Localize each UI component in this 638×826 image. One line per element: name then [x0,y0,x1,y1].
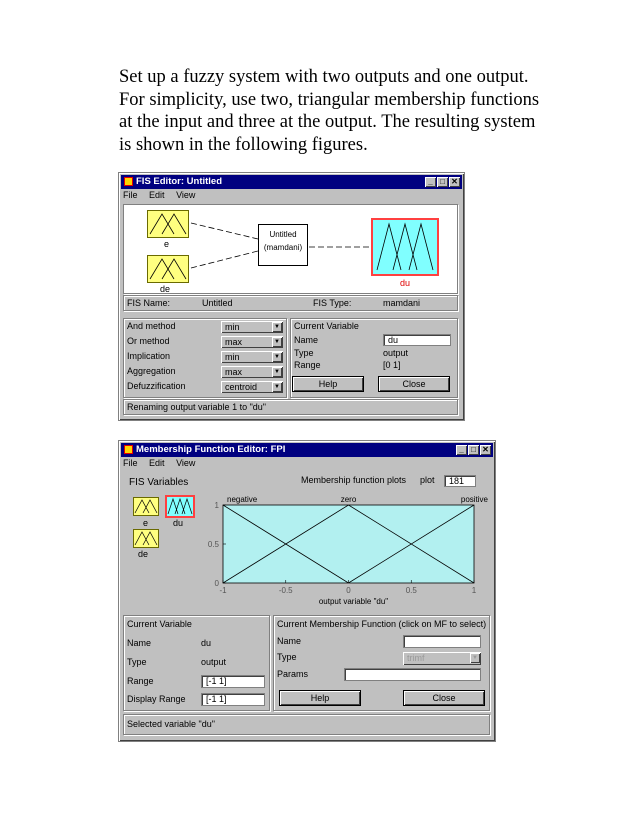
status-bar [123,714,490,735]
menu-edit[interactable]: Edit [149,458,165,468]
system-block[interactable] [258,224,308,266]
close-button[interactable]: Close [404,691,484,705]
fis-name-value: Untitled [202,298,233,308]
x-tick-label: 0.5 [405,586,417,595]
range-value: [0 1] [383,360,401,370]
mf-type-select[interactable]: trimf ▼ [403,652,481,665]
menu-bar [123,190,204,202]
implication-select[interactable]: min ▼ [221,351,283,363]
maximize-icon[interactable]: □ [437,177,448,187]
defuzzification-select[interactable]: centroid ▼ [221,381,283,393]
input-name-e: e [164,239,170,249]
intro-paragraph: Set up a fuzzy system with two outputs and one output. For simplicity, use two, triangular membership functions at the input and three at the output. The resulting system is shown in the following figures. [119,67,540,155]
menu-view[interactable]: View [176,458,196,468]
range-label: Range [294,360,321,370]
or-method-label: Or method [127,336,170,346]
chevron-down-icon[interactable]: ▼ [272,382,282,392]
fis-type-label: FIS Type: [313,298,352,308]
plot-title: Membership function plots [301,475,407,485]
mf-label-zero: zero [340,495,357,504]
type-value: output [201,657,227,667]
x-axis-label: output variable "du" [318,597,389,606]
maximize-icon[interactable]: □ [468,445,479,455]
menu-view[interactable]: View [176,190,196,200]
mf-name-field[interactable] [403,635,481,648]
input-mf-e-icon[interactable] [147,210,189,238]
display-range-field[interactable]: [-1 1] [201,693,265,706]
implication-label: Implication [127,351,171,361]
chevron-down-icon[interactable]: ▼ [272,337,282,347]
status-text: Selected variable "du" [127,719,215,729]
and-method-label: And method [127,321,176,331]
help-button[interactable]: Help [293,377,363,391]
plot-points-field[interactable]: 181 [444,475,476,487]
menu-bar [123,458,204,470]
fis-diagram-panel [123,204,458,294]
params-label: Params [277,669,309,679]
window-title: FIS Editor: Untitled [136,176,223,187]
x-tick-label: 1 [471,586,477,595]
current-mf-panel [273,615,490,711]
and-method-select[interactable]: min ▼ [221,321,283,333]
membership-function-plot[interactable] [119,489,495,624]
system-name: Untitled [269,230,297,239]
fis-variables-label: FIS Variables [129,477,189,488]
help-button[interactable]: Help [280,691,360,705]
fis-editor-titlebar[interactable] [121,175,462,189]
matlab-app-icon [124,177,133,186]
chevron-down-icon[interactable]: ▼ [470,653,480,663]
name-label: Name [294,335,319,345]
minimize-icon[interactable]: _ [456,445,467,455]
variable-de-label: de [138,549,149,559]
current-variable-panel [123,615,270,711]
close-button[interactable]: Close [379,377,449,391]
defuzzification-label: Defuzzification [127,381,186,391]
close-icon[interactable]: ✕ [480,445,491,455]
plot-area [223,505,474,583]
variable-du-label: du [173,518,184,528]
minimize-icon[interactable]: _ [425,177,436,187]
chevron-down-icon[interactable]: ▼ [272,367,282,377]
y-tick-label: 0.5 [207,540,219,549]
chevron-down-icon[interactable]: ▼ [272,352,282,362]
mf-label-negative: negative [227,495,258,504]
status-bar [123,399,458,415]
mf-editor-window [118,440,496,742]
mf-editor-titlebar[interactable] [121,443,493,457]
output-mf-du-icon[interactable] [371,218,439,276]
fis-editor-window [118,172,465,421]
display-range-label: Display Range [127,694,186,704]
menu-file[interactable]: File [123,458,138,468]
window-title: Membership Function Editor: FPI [136,444,286,455]
chevron-down-icon[interactable]: ▼ [272,322,282,332]
type-label: Type [127,657,147,667]
output-name-du: du [400,278,411,288]
x-tick-label: -0.5 [278,586,293,595]
close-icon[interactable]: ✕ [449,177,460,187]
range-label: Range [127,676,154,686]
y-tick-label: 1 [214,501,219,510]
variable-name-field[interactable]: du [383,334,451,346]
mf-name-label: Name [277,636,302,646]
x-tick-label: 0 [346,586,351,595]
name-label: Name [127,638,152,648]
fis-type-value: mamdani [383,298,421,308]
aggregation-label: Aggregation [127,366,176,376]
fis-name-row [123,295,458,311]
plot-points-label: plot [420,475,435,485]
system-type: (mamdani) [263,243,303,252]
status-text: Renaming output variable 1 to "du" [127,402,266,412]
input-name-de: de [160,284,171,294]
aggregation-select[interactable]: max ▼ [221,366,283,378]
mf-label-positive: positive [460,495,488,504]
y-tick-label: 0 [214,579,219,588]
current-variable-heading: Current Variable [127,619,192,629]
range-field[interactable]: [-1 1] [201,675,265,688]
current-variable-heading: Current Variable [294,321,359,331]
matlab-app-icon [124,445,133,454]
methods-panel [123,318,287,398]
input-mf-de-icon[interactable] [147,255,189,283]
variable-e-label: e [143,518,149,528]
menu-file[interactable]: File [123,190,138,200]
x-tick-label: -1 [219,586,227,595]
name-value: du [201,638,212,648]
params-field[interactable] [344,668,481,681]
type-label: Type [294,348,314,358]
current-mf-heading: Current Membership Function (click on MF to select) [277,619,487,629]
or-method-select[interactable]: max ▼ [221,336,283,348]
current-variable-panel [290,318,458,398]
type-value: output [383,348,409,358]
mf-type-label: Type [277,652,297,662]
menu-edit[interactable]: Edit [149,190,165,200]
fis-name-label: FIS Name: [127,298,171,308]
